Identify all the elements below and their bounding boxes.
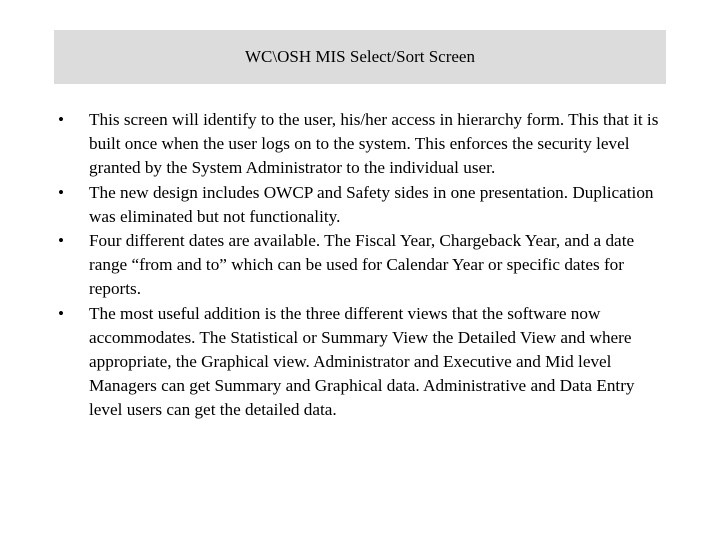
bullet-text: Four different dates are available. The Fiscal Year, Chargeback Year, and a date range “from and to” which can be used for Calendar Year or specific dates for reports.: [89, 231, 635, 299]
bullet-icon: •: [58, 303, 65, 323]
bullet-item-new-design: [58, 181, 670, 229]
page-title: WC\OSH MIS Select/Sort Screen: [245, 47, 475, 66]
bullet-icon: •: [58, 231, 65, 251]
bullet-text: The most useful addition is the three different views that the software now accommodates. The Statistical or Summary View the Detailed View and where appropriate, the Graphical view. Administrator and Executive and Mid level Managers can get Summary and Graphical data. Administrative and Data Entry level users can get the detailed data.: [89, 303, 635, 420]
bullet-item-access-hierarchy: [58, 108, 670, 181]
title-banner: [54, 30, 666, 84]
bullet-item-views: [58, 302, 670, 423]
bullet-text: The new design includes OWCP and Safety sides in one presentation. Duplication was eliminated but not functionality.: [89, 182, 654, 226]
bullet-list: [58, 108, 670, 423]
bullet-icon: •: [58, 182, 65, 202]
bullet-icon: •: [58, 110, 65, 129]
bullet-item-dates: [58, 229, 670, 302]
bullet-text: This screen will identify to the user, his/her access in hierarchy form. This that it is built once when the user logs on to the system. This enforces the security level granted by the System Administrator to the individual user.: [89, 110, 659, 178]
